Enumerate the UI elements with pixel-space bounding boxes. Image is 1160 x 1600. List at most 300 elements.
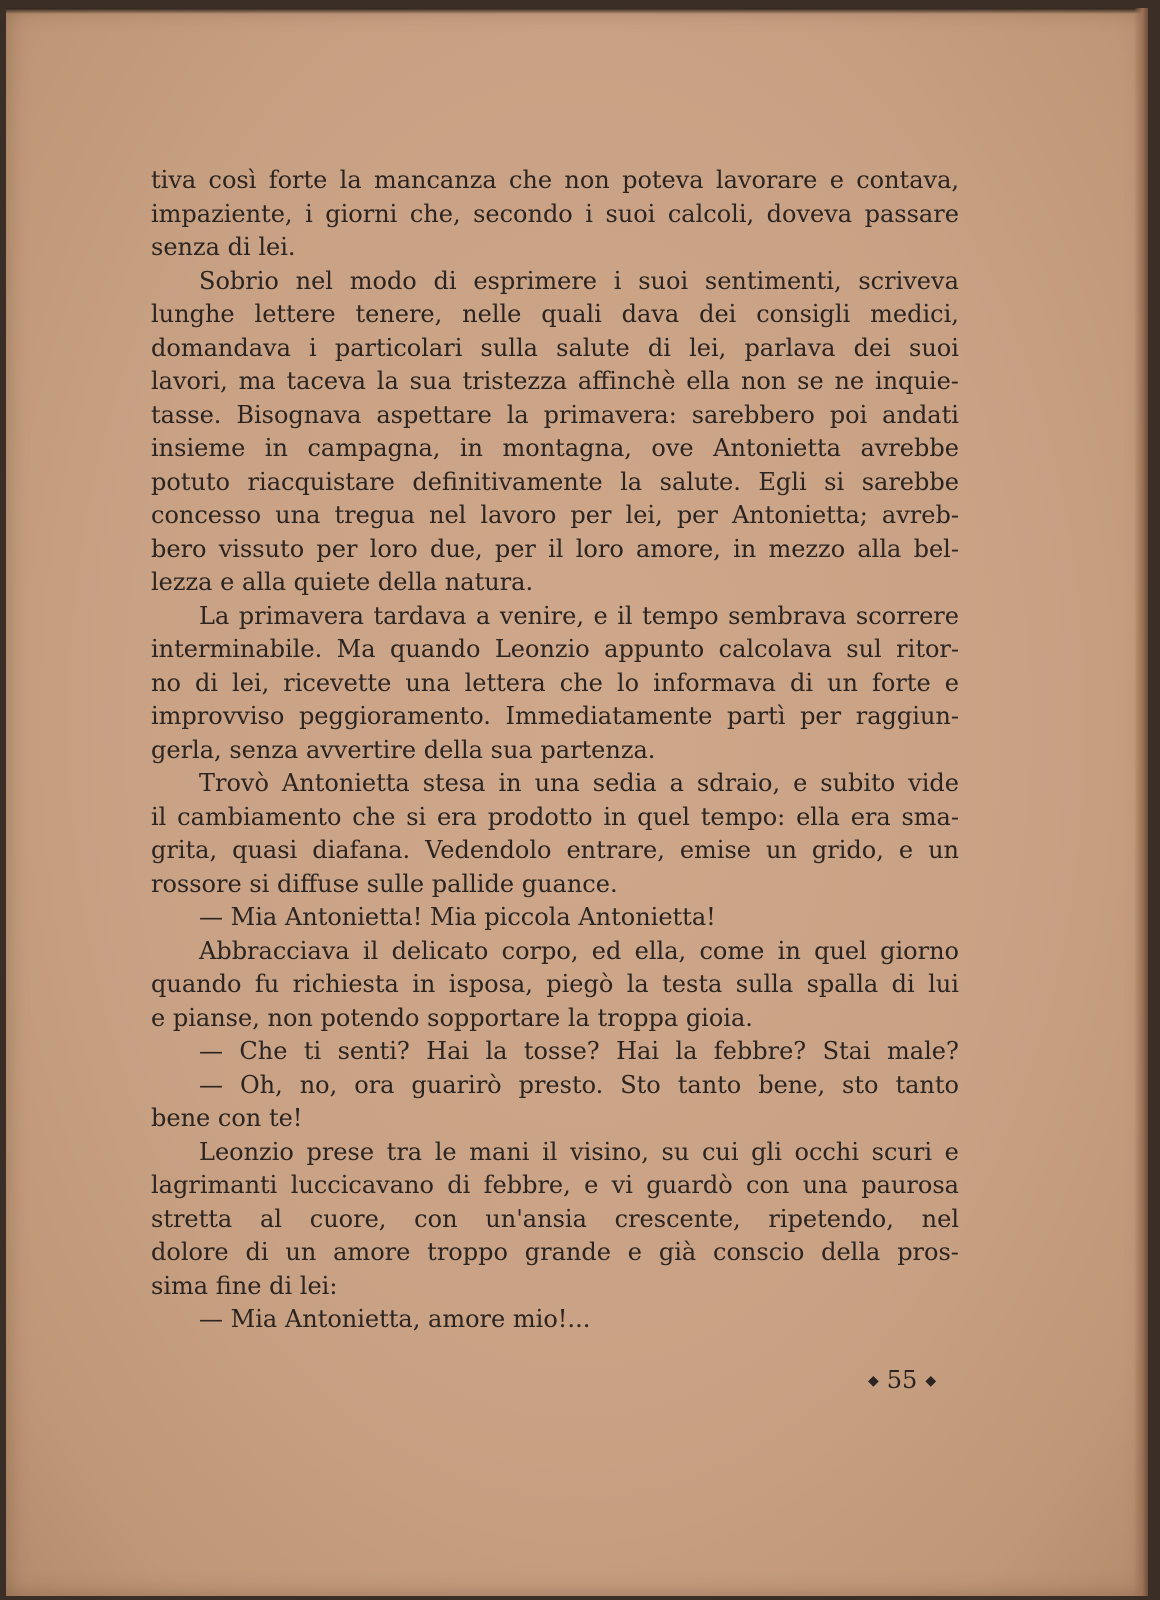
word: sentimenti, (704, 266, 842, 295)
word: ed (591, 936, 622, 965)
word: salute. (659, 467, 741, 496)
word: ora (354, 1070, 395, 1099)
word: Sobrio (199, 266, 279, 295)
word: un (827, 668, 858, 697)
word: — (199, 903, 223, 931)
word: un (766, 836, 797, 864)
word: in (777, 936, 801, 965)
word: di (269, 1271, 293, 1300)
word: sembrava (728, 601, 847, 630)
word: guardò (646, 1171, 733, 1199)
word: in (498, 769, 522, 797)
word: dolore (151, 1238, 229, 1266)
word: quasi (232, 836, 298, 864)
word: diffuse (277, 869, 360, 898)
word: corpo, (501, 936, 579, 965)
word: interminabile. (151, 635, 323, 663)
word: tasse. (151, 400, 222, 429)
text-line (151, 298, 959, 332)
word: che (559, 668, 603, 697)
word: te! (268, 1104, 303, 1132)
word: potuto (151, 467, 231, 496)
word: paurosa (861, 1171, 959, 1199)
word: forte (268, 166, 328, 194)
word: della (423, 735, 483, 764)
word: Stai (822, 1037, 871, 1065)
word: se (797, 367, 824, 395)
word: rossore (151, 869, 242, 898)
text-line (151, 1203, 959, 1237)
word: sulla (480, 333, 538, 362)
word: cui (701, 1137, 739, 1166)
word: tardava (373, 601, 467, 630)
word: il (617, 601, 633, 630)
word: che (352, 802, 396, 831)
word: Vedendolo (425, 836, 552, 864)
word: grita, (151, 836, 218, 864)
word: per (316, 534, 358, 563)
word: lei, (689, 333, 727, 362)
word: medici, (870, 300, 959, 328)
word: lunghe (151, 300, 235, 328)
word: ritor- (896, 635, 959, 663)
text-line (151, 1270, 959, 1304)
word: con (217, 1104, 262, 1132)
word: doveva (766, 199, 853, 228)
word: partenza. (540, 735, 656, 764)
word: — (199, 1305, 223, 1333)
word: sul (846, 635, 882, 663)
word: natura. (444, 568, 534, 596)
word: in (603, 802, 627, 831)
word: delicato (391, 936, 489, 965)
word: visino, (570, 1137, 649, 1166)
word: di (433, 266, 457, 295)
word: amore (428, 1305, 506, 1333)
word: Trovò (199, 769, 269, 797)
word: ove (651, 434, 694, 462)
word: primavera: (543, 400, 677, 429)
word: quel (814, 936, 867, 965)
word: testa (662, 970, 723, 998)
ornament-left-icon: ◆ (868, 1373, 879, 1389)
word: Ma (336, 635, 376, 663)
word: e (584, 1171, 599, 1199)
word: lavoro (480, 501, 557, 529)
text-line (151, 1303, 959, 1337)
word: piegò (546, 970, 614, 998)
word: per (676, 501, 718, 529)
word: di (447, 1171, 471, 1199)
word: fine (215, 1271, 262, 1300)
word: non (740, 367, 787, 395)
word: Antonietta, (284, 1305, 421, 1333)
text-line (151, 1136, 959, 1170)
word: luccicavano (290, 1171, 434, 1199)
word: si (406, 802, 427, 831)
word: ti (303, 1037, 322, 1065)
word: mani (469, 1137, 530, 1166)
word: il (151, 802, 167, 831)
word: il (542, 1137, 558, 1166)
word: nel (295, 266, 333, 295)
word: entrare, (566, 836, 665, 864)
word: le (434, 1137, 457, 1166)
word: di (647, 333, 671, 362)
text-line (151, 231, 959, 265)
word: la (620, 467, 643, 496)
word: campagna, (307, 434, 441, 462)
word: tiva (151, 166, 197, 194)
word: gli (751, 1137, 782, 1166)
word: nel (921, 1204, 959, 1233)
word: emise (679, 836, 751, 864)
word: giorni (325, 199, 398, 228)
word: della (821, 1238, 881, 1266)
word: della (377, 568, 438, 596)
word: Antonietta (281, 769, 410, 797)
word: pros- (897, 1238, 959, 1266)
text-line (151, 767, 959, 801)
word: Antonietta; (731, 501, 868, 529)
word: lagrimanti (151, 1171, 278, 1199)
word: montagna, (502, 434, 632, 462)
word: era (850, 802, 891, 831)
word: al (260, 1204, 282, 1233)
word: troppo (427, 1238, 508, 1266)
word: insieme (151, 434, 246, 462)
word: primavera (238, 601, 364, 630)
word: un (285, 1238, 317, 1266)
word: scorrere (855, 601, 959, 630)
word: quel (637, 802, 690, 831)
word: che, (409, 199, 461, 228)
word: avreb- (881, 501, 959, 529)
word: concesso (151, 501, 262, 529)
word: nelle (462, 300, 522, 328)
text-line (151, 432, 959, 466)
word: raggiun- (855, 702, 959, 730)
word: Che (239, 1037, 288, 1065)
word: sima (151, 1271, 209, 1300)
text-line (151, 1102, 959, 1136)
word: Leonzio (199, 1137, 294, 1166)
word: Mia (230, 1305, 278, 1333)
word: di (891, 970, 915, 998)
word: sarebbero (691, 400, 815, 429)
word: tosse? (523, 1037, 600, 1065)
page-number-value: 55 (886, 1366, 918, 1394)
word: scriveva (858, 266, 959, 295)
text-line (151, 633, 959, 667)
word: tempo (642, 601, 719, 630)
page-number (868, 1366, 936, 1394)
text-line (151, 499, 959, 533)
word: lo (616, 668, 640, 697)
word: male? (887, 1037, 959, 1065)
word: troppa (597, 1003, 679, 1032)
word: gioia. (685, 1003, 753, 1032)
word: prese (306, 1137, 375, 1166)
word: lezza (151, 568, 213, 596)
text-line (151, 399, 959, 433)
word: mezzo (768, 534, 846, 563)
word: Hai (426, 1037, 470, 1065)
word: non (267, 1003, 313, 1032)
word: grande (524, 1238, 611, 1266)
word: bero (151, 534, 207, 563)
word: Immediatamente (505, 702, 713, 730)
word: e (151, 1003, 166, 1032)
text-line (151, 466, 959, 500)
word: la (485, 1037, 508, 1065)
word: lei, (625, 501, 663, 529)
word: appunto (604, 635, 705, 663)
word: scuri (871, 1137, 933, 1166)
word: avrebbe (860, 434, 959, 462)
word: i (309, 333, 317, 362)
text-line (151, 533, 959, 567)
word: tanto (895, 1070, 959, 1099)
text-line (151, 935, 959, 969)
word: partì (726, 702, 786, 730)
word: quiete (293, 568, 371, 596)
word: pianse, (172, 1003, 260, 1032)
word: sua (490, 735, 533, 764)
word: in (412, 970, 436, 998)
word: no (151, 668, 181, 697)
word: nel (429, 501, 467, 529)
word: stretta (151, 1204, 233, 1233)
word: passare (864, 199, 959, 228)
ornament-right-icon: ◆ (925, 1373, 937, 1389)
word: e (898, 836, 914, 864)
text-line (151, 801, 959, 835)
word: secondo (473, 199, 573, 228)
word: a (669, 769, 684, 797)
word: e (627, 1238, 642, 1266)
word: mio!... (512, 1305, 591, 1333)
word: diafana. (312, 836, 411, 864)
word: contava, (856, 166, 959, 194)
word: definitivamente (412, 467, 603, 496)
word: ella (796, 802, 840, 831)
word: lei, (232, 668, 270, 697)
page-binding-edge (1134, 8, 1148, 1596)
word: pallide (431, 869, 515, 898)
word: loro (369, 534, 418, 563)
word: una (275, 501, 321, 529)
body-text (151, 164, 959, 1337)
text-line (151, 600, 959, 634)
word: per (494, 534, 536, 563)
word: richiesta (292, 970, 399, 998)
word: ripetendo, (768, 1204, 894, 1233)
word: senza (151, 233, 220, 261)
word: di (227, 233, 251, 261)
word: e (944, 1137, 959, 1166)
word: Antonietta (713, 434, 841, 462)
word: tregua (334, 501, 415, 529)
word: con (746, 1171, 790, 1199)
word: e (944, 668, 959, 697)
word: su (661, 1137, 690, 1166)
word: taceva (286, 367, 366, 395)
word: sedia (592, 769, 657, 797)
word: il (548, 534, 564, 563)
word: i (613, 266, 622, 295)
text-line (151, 734, 959, 768)
text-line (151, 968, 959, 1002)
word: la (506, 400, 529, 429)
word: impaziente, (151, 199, 293, 228)
word: sulle (366, 869, 425, 898)
word: lei. (258, 233, 296, 261)
word: affinchè (577, 367, 676, 395)
book-page (6, 8, 1148, 1596)
word: potendo (320, 1003, 420, 1032)
text-line (151, 667, 959, 701)
word: particolari (334, 333, 463, 362)
word: inquie- (874, 367, 959, 395)
word: grido, (811, 836, 884, 864)
word: consigli (756, 300, 851, 328)
word: Sto (620, 1070, 661, 1099)
word: si (249, 869, 270, 898)
word: Mia (230, 903, 278, 931)
word: sto (842, 1070, 879, 1099)
word: occhi (794, 1137, 859, 1166)
word: ella, (634, 936, 687, 965)
text-line (151, 700, 959, 734)
word: per (570, 501, 612, 529)
word: aspettare (376, 400, 492, 429)
word: amore (333, 1238, 411, 1266)
word: subito (820, 769, 896, 797)
word: un (928, 836, 959, 864)
word: Bisognava (236, 400, 362, 429)
text-line (151, 1035, 959, 1069)
word: la (567, 1003, 590, 1032)
word: lavorare (715, 166, 818, 194)
word: tanto (677, 1070, 742, 1099)
word: salute (556, 333, 630, 362)
text-line (151, 332, 959, 366)
word: una (405, 668, 451, 697)
word: suoi (638, 266, 689, 295)
word: dei (853, 333, 891, 362)
word: tristezza (462, 367, 568, 395)
word: informava (653, 668, 776, 697)
word: febbre? (713, 1037, 807, 1065)
text-line (151, 1236, 959, 1270)
word: i (305, 199, 313, 228)
word: — (199, 1037, 223, 1065)
word: per (800, 702, 842, 730)
word: giorno (880, 936, 959, 965)
word: sulla (735, 970, 794, 998)
word: lavori, (151, 367, 228, 395)
word: di (789, 668, 814, 697)
word: bene (151, 1104, 211, 1132)
word: tenere, (355, 300, 443, 328)
word: lei: (299, 1271, 338, 1300)
word: e (220, 568, 235, 596)
word: Egli (758, 467, 807, 496)
word: la (376, 367, 399, 395)
word: e (793, 769, 808, 797)
word: loro (575, 534, 624, 563)
word: no, (299, 1070, 338, 1099)
word: il (362, 936, 379, 965)
word: Hai (616, 1037, 659, 1065)
word: già (658, 1238, 697, 1266)
word: vi (611, 1171, 633, 1199)
word: modo (349, 266, 417, 295)
word: Oh, (239, 1070, 283, 1099)
word: febbre, (483, 1171, 571, 1199)
word: sopportare (427, 1003, 561, 1032)
word: spalla (806, 970, 879, 998)
word: vide (908, 769, 959, 797)
word: e (829, 166, 844, 194)
word: con (414, 1204, 458, 1233)
word: parlava (744, 333, 836, 362)
word: guarirò (411, 1070, 502, 1099)
word: Abbracciava (199, 936, 350, 965)
word: gerla, (151, 735, 222, 764)
word: Antonietta! (578, 903, 716, 931)
word: in (459, 434, 484, 462)
word: venire, (499, 601, 584, 630)
word: vissuto (218, 534, 305, 563)
word: e (593, 601, 608, 630)
word: ella (686, 367, 731, 395)
text-line (151, 834, 959, 868)
text-line (151, 566, 959, 600)
text-line (151, 1169, 959, 1203)
word: la (626, 970, 649, 998)
word: sdraio, (696, 769, 781, 797)
word: lui (928, 970, 959, 998)
word: avvertire (305, 735, 417, 764)
word: andati (882, 400, 959, 429)
word: suoi (909, 333, 959, 362)
word: Antonietta! (284, 903, 423, 931)
word: si (824, 467, 845, 496)
text-line (151, 164, 959, 198)
text-line (151, 1069, 959, 1103)
word: calcolava (718, 635, 832, 663)
word: dei (699, 300, 737, 328)
word: di (194, 668, 218, 697)
word: lettere (254, 300, 336, 328)
text-line (151, 198, 959, 232)
word: senti? (337, 1037, 410, 1065)
word: ne (834, 367, 865, 395)
word: così (208, 166, 257, 194)
word: piccola (484, 903, 571, 931)
word: come (699, 936, 765, 965)
word: crescente, (614, 1204, 741, 1233)
word: a (475, 601, 491, 630)
word: domandava (151, 333, 291, 362)
word: La (199, 601, 230, 630)
word: un'ansia (485, 1204, 587, 1233)
word: una (534, 769, 580, 797)
word: alla (242, 568, 286, 596)
word: poteva (622, 166, 704, 194)
